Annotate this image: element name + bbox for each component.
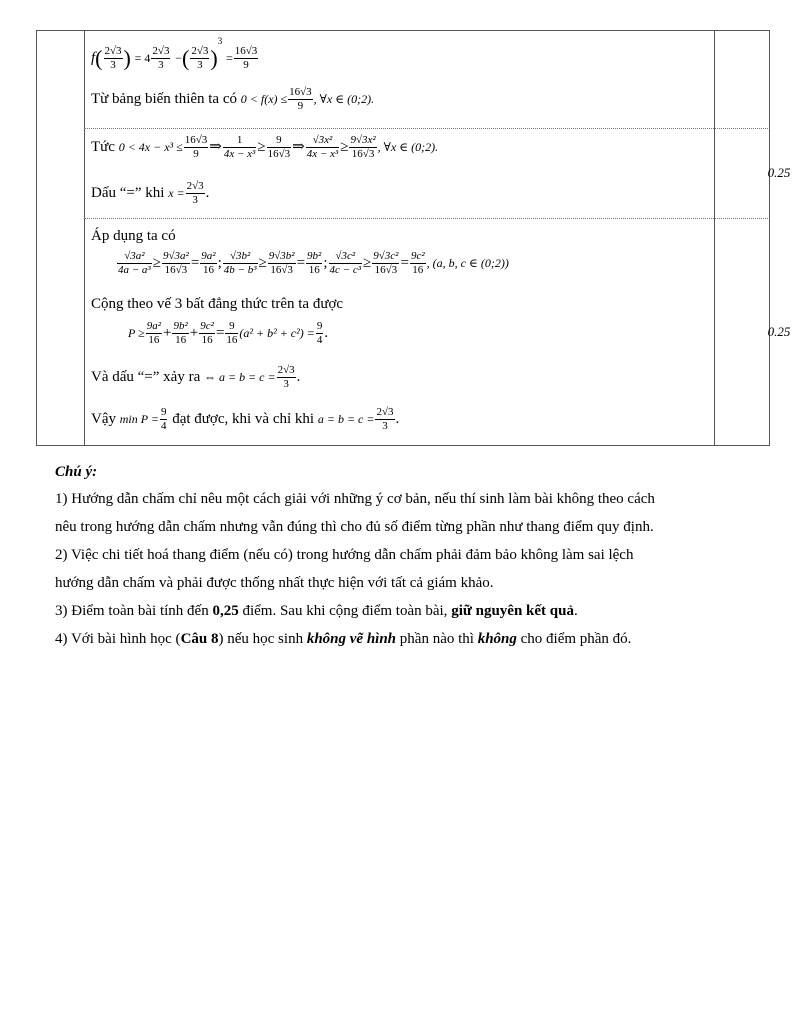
table-border-bottom [36, 445, 770, 446]
note-4: 4) Với bài hình học (Câu 8) nếu học sinh không vẽ hình phần nào thì không cho điểm phần đó. [55, 631, 632, 647]
notes-section [55, 464, 755, 653]
notes-title: Chú ý: [55, 464, 98, 480]
row2-inequality: Tức 0 < 4x − x³ ≤ $\frac{16√3}{9}$ ⇒ $\frac{1}{\text{4x − x³}}$ ≥ $\frac{9}{16√3}$ ⇒ $\frac{\text{√3x²}}{\text{4x − x³}}$ ≥ $\frac{\text{9√3x²}}{16√3}$ , ∀x ∈ (0;2). [91, 134, 439, 160]
note-3: 3) Điểm toàn bài tính đến 0,25 điểm. Sau khi cộng điểm toàn bài, giữ nguyên kết quả. [55, 603, 578, 619]
row3-minimum: Vậy min P = $\frac{9}{4}$ đạt được, khi và chỉ khi a = b = c = $\frac{2√3}{3}$ . [91, 406, 400, 432]
table-column-divider [714, 30, 715, 446]
row3-equality: Và dấu “=” xảy ra ⇔ a = b = c = $\frac{2√3}{3}$ . [91, 364, 301, 390]
row2-score: 0.25 [767, 165, 791, 180]
table-border-right [769, 30, 770, 446]
row1-formula: f( $\frac{2√3}{3}$ ) = 4 $\frac{2√3}{3}$ −( $\frac{2√3}{3}$ )$^3$ = $\frac{16√3}{9}$ [91, 36, 258, 72]
note-1: 1) Hướng dẫn chấm chỉ nêu một cách giải với những ý cơ bản, nếu thí sinh làm bài không theo cách [55, 491, 655, 507]
table-column-divider [84, 30, 85, 446]
note-2-cont: hướng dẫn chấm và phải được thống nhất thực hiện với tất cả giám khảo. [55, 575, 494, 591]
answer-table [36, 30, 791, 446]
row3-intro: Áp dụng ta có [91, 228, 176, 244]
row3-score: 0.25 [767, 324, 791, 339]
table-border-top [36, 30, 770, 31]
row-divider [84, 128, 770, 129]
note-2: 2) Việc chi tiết hoá thang điểm (nếu có) trong hướng dẫn chấm phải đảm bảo không làm sai lệch [55, 547, 634, 563]
row3-sum-text: Cộng theo vế 3 bất đẳng thức trên ta được [91, 296, 344, 312]
row3-inequalities: $\frac{\text{√3a²}}{\text{4a − a³}}$ ≥ $\frac{\text{9√3a²}}{16√3}$ = $\frac{\text{9a²}}{16}$ ; $\frac{\text{√3b²}}{\text{4b − b³}}$ ≥ $\frac{\text{9√3b²}}{16√3}$ = $\frac{\text{9b²}}{16}$ ; $\frac{\text{√3c²}}{\text{4c − c³}}$ ≥ $\frac{\text{9√3c²}}{16√3}$ = $\frac{\text{9c²}}{16}$ , (a, b, c ∈ (0;2)) [118, 250, 509, 276]
row2-equality: Dấu “=” khi x = $\frac{2√3}{3}$ . [91, 180, 210, 206]
row1-conclusion: Từ bảng biến thiên ta có 0 < f(x) ≤ $\frac{16√3}{9}$ , ∀x ∈ (0;2). [91, 86, 375, 112]
row3-sum-formula: P ≥ $\frac{\text{9a²}}{16}$ + $\frac{\text{9b²}}{16}$ + $\frac{\text{9c²}}{16}$ = $\frac{9}{16}$ (a² + b² + c²) = $\frac{9}{4}$ . [128, 320, 329, 346]
table-border-left [36, 30, 37, 446]
note-1-cont: nêu trong hướng dẫn chấm nhưng vẫn đúng thì cho đủ số điểm từng phần như thang điểm quy định. [55, 519, 654, 535]
row-divider [84, 218, 770, 219]
